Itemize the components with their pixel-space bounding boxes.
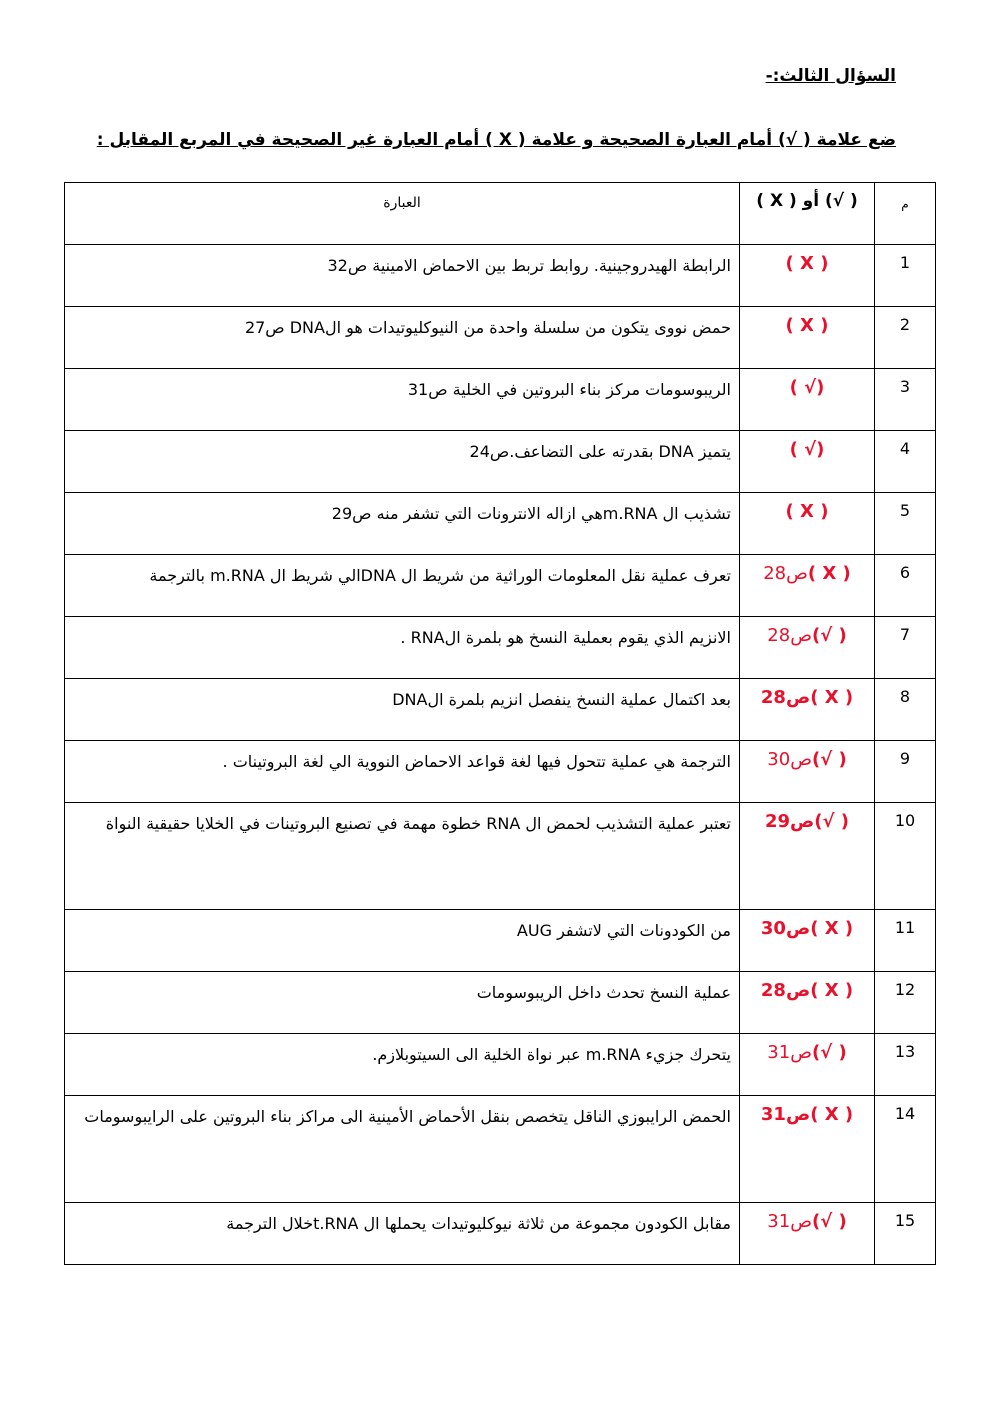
row-statement: من الكودونات التي لاتشفر AUG — [65, 910, 740, 972]
row-statement: الترجمة هي عملية تتحول فيها لغة قواعد الاحماض النووية الي لغة البروتينات . — [65, 741, 740, 803]
table-row — [65, 910, 936, 972]
instructions: ضع علامة ( √) أمام العبارة الصحيحة و علامة ( X ) أمام العبارة غير الصحيحة في المربع المقابل : — [96, 130, 896, 150]
row-statement: الانزيم الذي يقوم بعملية النسخ هو بلمرة الRNA . — [65, 617, 740, 679]
row-number: 15 — [875, 1203, 936, 1265]
row-answer-cell — [740, 1096, 875, 1203]
page-ref: ص31 — [767, 1042, 812, 1063]
answer-mark: ( X ) — [810, 918, 854, 939]
true-false-table — [64, 182, 936, 1265]
answer-mark: ( X ) — [810, 1104, 854, 1125]
row-number: 8 — [875, 679, 936, 741]
row-answer-cell — [740, 369, 875, 431]
table-row — [65, 803, 936, 910]
answer-mark: ( √) — [811, 1042, 847, 1063]
table-row — [65, 1096, 936, 1203]
row-answer-cell — [740, 493, 875, 555]
row-number: 1 — [875, 245, 936, 307]
row-answer-cell — [740, 972, 875, 1034]
table-row — [65, 369, 936, 431]
row-statement: بعد اكتمال عملية النسخ ينفصل انزيم بلمرة الDNA — [65, 679, 740, 741]
row-statement: تشذيب ال m.RNAهي ازاله الانترونات التي تشفر منه ص29 — [65, 493, 740, 555]
table-row — [65, 972, 936, 1034]
answer-mark: ( X ) — [807, 563, 851, 584]
question-title: السؤال الثالث:- — [765, 66, 896, 86]
answer-mark: ( X ) — [785, 501, 829, 522]
row-statement: الرابطة الهيدروجينية. روابط تربط بين الاحماض الامينية ص32 — [65, 245, 740, 307]
row-answer-cell — [740, 245, 875, 307]
row-number: 13 — [875, 1034, 936, 1096]
page-ref: ص28 — [767, 625, 812, 646]
answer-mark: ( X ) — [810, 980, 854, 1001]
page-ref: ص29 — [764, 811, 815, 832]
page-ref: ص28 — [763, 563, 808, 584]
row-number: 10 — [875, 803, 936, 910]
page-ref: ص31 — [767, 1211, 812, 1232]
table-row — [65, 307, 936, 369]
row-statement: الريبوسومات مركز بناء البروتين في الخلية ص31 — [65, 369, 740, 431]
row-number: 5 — [875, 493, 936, 555]
page-ref: ص28 — [760, 687, 811, 708]
page-ref: ص30 — [760, 918, 811, 939]
row-number: 14 — [875, 1096, 936, 1203]
row-statement: حمض نووى يتكون من سلسلة واحدة من النيوكليوتيدات هو الDNA ص27 — [65, 307, 740, 369]
table-row — [65, 679, 936, 741]
row-answer-cell — [740, 910, 875, 972]
table-row — [65, 741, 936, 803]
answer-mark: ( X ) — [785, 315, 829, 336]
row-statement: مقابل الكودون مجموعة من ثلاثة نيوكليوتيدات يحملها ال t.RNAخلال الترجمة — [65, 1203, 740, 1265]
row-statement: يتميز DNA بقدرته على التضاعف.ص24 — [65, 431, 740, 493]
answer-mark: ( √) — [811, 625, 847, 646]
page-ref: ص31 — [760, 1104, 811, 1125]
row-statement: عملية النسخ تحدث داخل الريبوسومات — [65, 972, 740, 1034]
table-row — [65, 1203, 936, 1265]
row-answer-cell — [740, 679, 875, 741]
answer-mark: ( X ) — [810, 687, 854, 708]
row-number: 4 — [875, 431, 936, 493]
row-statement: تعتبر عملية التشذيب لحمض ال RNA خطوة مهمة في تصنيع البروتينات في الخلايا حقيقية النواة — [65, 803, 740, 910]
table-row — [65, 1034, 936, 1096]
answer-mark: (√ ) — [789, 439, 825, 460]
table-row — [65, 617, 936, 679]
row-number: 2 — [875, 307, 936, 369]
table-row — [65, 431, 936, 493]
answer-mark: ( √) — [811, 1211, 847, 1232]
header-number: م — [875, 183, 936, 245]
row-answer-cell — [740, 1203, 875, 1265]
answer-mark: ( √) — [811, 749, 847, 770]
header-answer: ( √) أو ( X ) — [740, 183, 875, 245]
row-number: 7 — [875, 617, 936, 679]
row-number: 6 — [875, 555, 936, 617]
header-statement: العبارة — [65, 183, 740, 245]
row-answer-cell — [740, 1034, 875, 1096]
page-ref: ص28 — [760, 980, 811, 1001]
table-header-row — [65, 183, 936, 245]
row-answer-cell — [740, 555, 875, 617]
answer-mark: ( X ) — [785, 253, 829, 274]
table-row — [65, 493, 936, 555]
table-row — [65, 555, 936, 617]
row-answer-cell — [740, 307, 875, 369]
answer-mark: (√ ) — [789, 377, 825, 398]
row-number: 11 — [875, 910, 936, 972]
row-number: 3 — [875, 369, 936, 431]
table-row — [65, 245, 936, 307]
row-answer-cell — [740, 431, 875, 493]
row-answer-cell — [740, 741, 875, 803]
row-statement: الحمض الرايبوزي الناقل يتخصص بنقل الأحماض الأمينية الى مراكز بناء البروتين على الرايبوسومات — [65, 1096, 740, 1203]
row-number: 9 — [875, 741, 936, 803]
row-answer-cell — [740, 803, 875, 910]
row-number: 12 — [875, 972, 936, 1034]
answer-mark: ( √) — [814, 811, 849, 832]
row-answer-cell — [740, 617, 875, 679]
row-statement: تعرف عملية نقل المعلومات الوراثية من شريط ال DNAالي شريط ال m.RNA بالترجمة — [65, 555, 740, 617]
row-statement: يتحرك جزيء m.RNA عبر نواة الخلية الى السيتوبلازم. — [65, 1034, 740, 1096]
page-ref: ص30 — [767, 749, 812, 770]
